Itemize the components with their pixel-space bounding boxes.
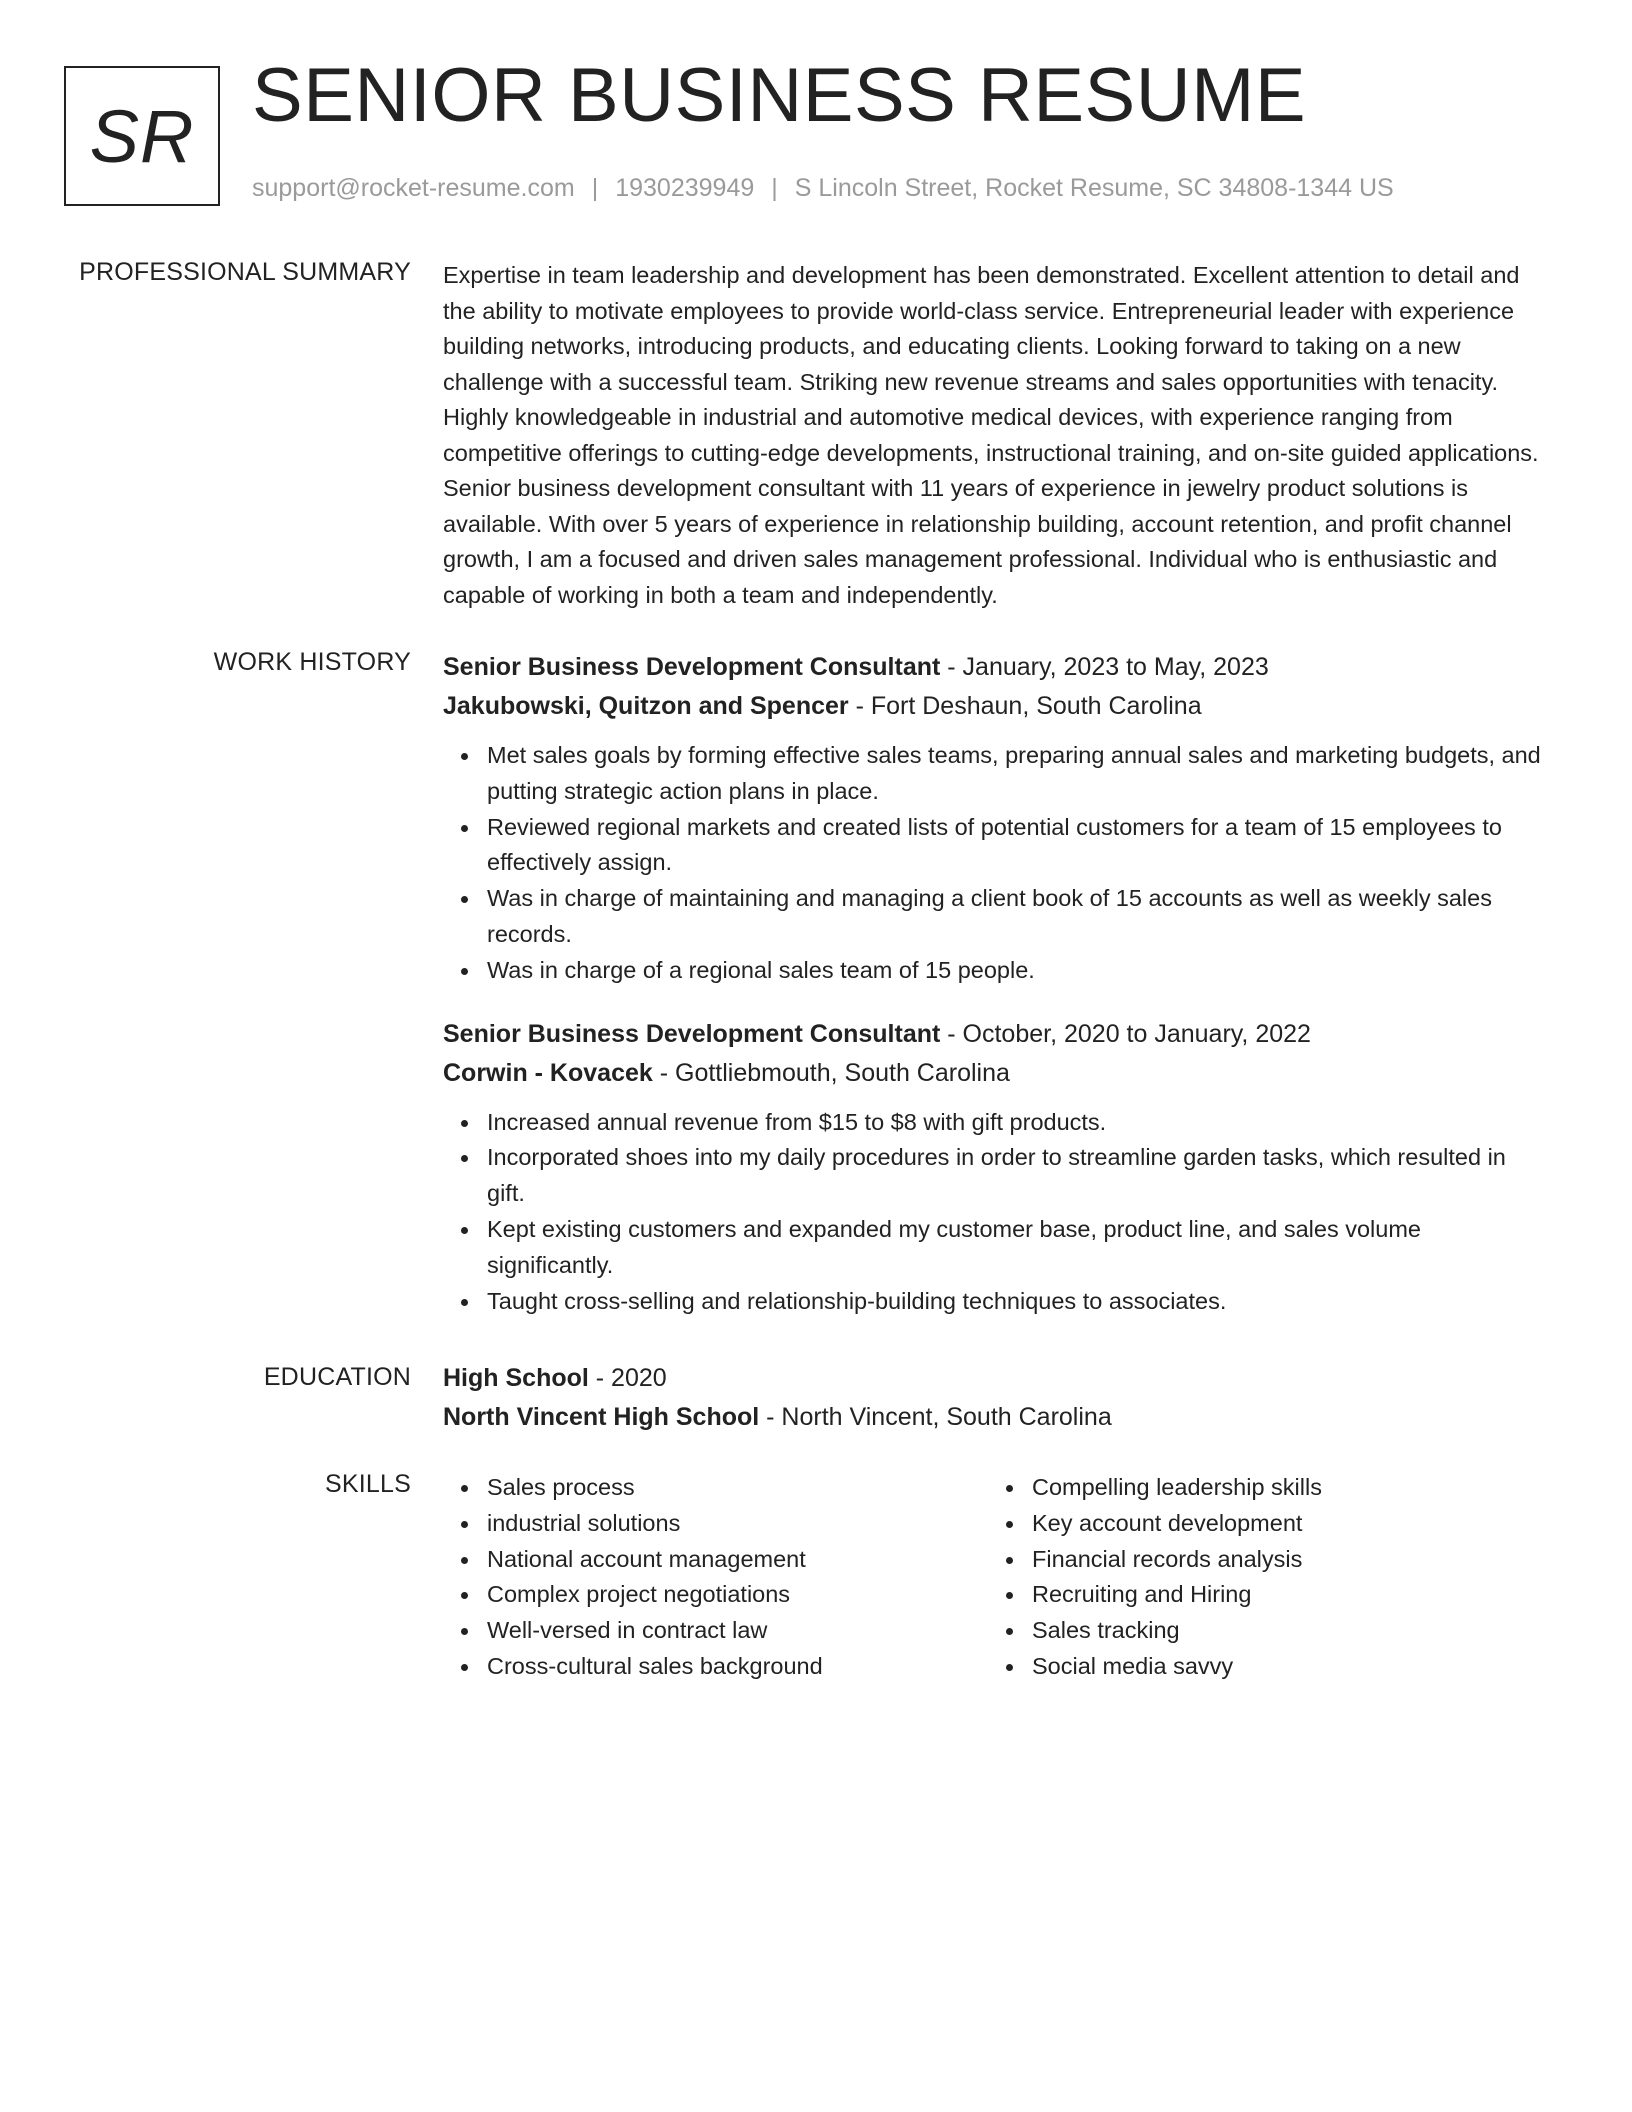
skills-body xyxy=(443,1470,1543,1690)
job-bullet-list xyxy=(443,1105,1543,1320)
work-history-body xyxy=(443,648,1543,1319)
skill-item: Financial records analysis xyxy=(1032,1542,1508,1578)
education-degree-line xyxy=(443,1359,1543,1398)
education-school: North Vincent High School xyxy=(443,1403,760,1431)
summary-body xyxy=(443,258,1543,613)
skills-list xyxy=(443,1470,963,1685)
job-bullet: Kept existing customers and expanded my customer base, product line, and sales volume significantly. xyxy=(487,1212,1543,1284)
contact-email: support@rocket-resume.com xyxy=(252,174,575,202)
contact-line xyxy=(252,174,1394,203)
skill-item: Sales tracking xyxy=(1032,1613,1508,1649)
skill-item: industrial solutions xyxy=(487,1506,963,1542)
job-location: - Fort Deshaun, South Carolina xyxy=(848,692,1202,720)
skills-column-left xyxy=(443,1470,963,1685)
education-heading: EDUCATION xyxy=(263,1363,411,1391)
monogram-logo: SR xyxy=(64,66,220,206)
job-dates: - January, 2023 to May, 2023 xyxy=(940,653,1269,681)
job-bullet: Incorporated shoes into my daily procedures in order to streamline garden tasks, which resulted in gift. xyxy=(487,1140,1543,1212)
education-school-line xyxy=(443,1398,1543,1437)
job-title: Senior Business Development Consultant xyxy=(443,653,941,681)
education-body xyxy=(443,1359,1543,1437)
skill-item: National account management xyxy=(487,1542,963,1578)
skills-list xyxy=(988,1470,1508,1685)
job-company-line xyxy=(443,1054,1543,1093)
job-entry xyxy=(443,648,1543,989)
skills-column-right xyxy=(988,1470,1508,1685)
summary-text: Expertise in team leadership and development has been demonstrated. Excellent attention to detail and the ability to motivate employees to provide world-class service. Entrepreneurial leader with experience building networks, introducing products, and educating clients. Looking forward to taking on a new challenge with a successful team. Striking new revenue streams and sales opportunities with tenacity. Highly knowledgeable in industrial and automotive medical devices, with experience ranging from competitive offerings to cutting-edge developments, instructional training, and on-site guided applications. Senior business development consultant with 11 years of experience in jewelry product solutions is available. With over 5 years of experience in relationship building, account retention, and profit channel growth, I am a focused and driven sales management professional. Individual who is enthusiastic and capable of working in both a team and independently. xyxy=(443,262,1539,608)
contact-phone: 1930239949 xyxy=(615,174,755,202)
job-bullet: Was in charge of maintaining and managing a client book of 15 accounts as well as weekly sales records. xyxy=(487,881,1543,953)
job-bullet: Taught cross-selling and relationship-building techniques to associates. xyxy=(487,1284,1543,1320)
skill-item: Complex project negotiations xyxy=(487,1577,963,1613)
contact-separator: | xyxy=(771,174,778,202)
job-bullet: Increased annual revenue from $15 to $8 with gift products. xyxy=(487,1105,1543,1141)
job-title-line xyxy=(443,648,1543,687)
skill-item: Social media savvy xyxy=(1032,1649,1508,1685)
job-bullet: Met sales goals by forming effective sales teams, preparing annual sales and marketing budgets, and putting strategic action plans in place. xyxy=(487,738,1543,810)
job-dates: - October, 2020 to January, 2022 xyxy=(940,1019,1311,1048)
job-company: Corwin - Kovacek xyxy=(443,1058,653,1087)
skill-item: Recruiting and Hiring xyxy=(1032,1577,1508,1613)
education-location: - North Vincent, South Carolina xyxy=(759,1403,1112,1431)
job-bullet: Reviewed regional markets and created lists of potential customers for a team of 15 employees to effectively assign. xyxy=(487,810,1543,882)
skill-item: Cross-cultural sales background xyxy=(487,1649,963,1685)
work-history-heading: WORK HISTORY xyxy=(213,648,411,676)
job-company: Jakubowski, Quitzon and Spencer xyxy=(443,692,849,720)
job-entry xyxy=(443,1015,1543,1320)
job-title-line xyxy=(443,1015,1543,1054)
education-degree: High School xyxy=(443,1364,589,1392)
skill-item: Sales process xyxy=(487,1470,963,1506)
contact-address: S Lincoln Street, Rocket Resume, SC 34808-1344 US xyxy=(794,174,1394,202)
skill-item: Well-versed in contract law xyxy=(487,1613,963,1649)
job-title: Senior Business Development Consultant xyxy=(443,1019,941,1048)
skill-item: Compelling leadership skills xyxy=(1032,1470,1508,1506)
skill-item: Key account development xyxy=(1032,1506,1508,1542)
job-company-line xyxy=(443,687,1543,726)
job-location: - Gottliebmouth, South Carolina xyxy=(652,1058,1010,1087)
skills-heading: SKILLS xyxy=(325,1470,411,1498)
contact-separator: | xyxy=(591,174,599,202)
summary-heading: PROFESSIONAL SUMMARY xyxy=(79,258,411,286)
job-bullet: Was in charge of a regional sales team of 15 people. xyxy=(487,953,1543,989)
resume-title: SENIOR BUSINESS RESUME xyxy=(252,53,1307,138)
job-bullet-list xyxy=(443,738,1543,989)
education-year: - 2020 xyxy=(588,1364,667,1392)
